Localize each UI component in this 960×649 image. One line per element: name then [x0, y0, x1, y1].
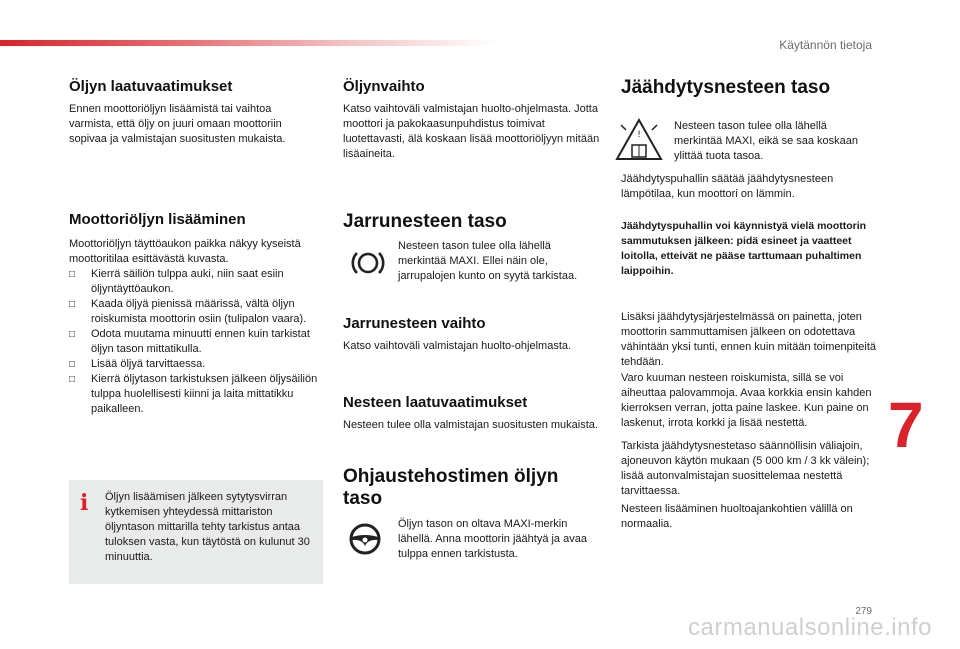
oil-quality-heading: Öljyn laatuvaatimukset: [69, 78, 233, 95]
info-icon: i: [80, 490, 89, 516]
list-item: □ Lisää öljyä tarvittaessa.: [69, 357, 319, 372]
chapter-number: 7: [888, 389, 924, 461]
oil-adding-heading: Moottoriöljyn lisääminen: [69, 211, 246, 228]
fluid-quality-section: [343, 394, 601, 433]
oil-adding-steps: [69, 267, 319, 417]
oil-change-heading: Öljynvaihto: [343, 78, 425, 95]
section-title: Käytännön tietoja: [779, 38, 872, 52]
fluid-quality-heading: Nesteen laatuvaatimukset: [343, 394, 528, 411]
coolant-paragraph-1: Jäähdytyspuhallin säätää jäähdytysnesteen lämpötilaa, kun moottori on lämmin.: [621, 173, 834, 200]
oil-adding-section: [69, 211, 319, 417]
list-item: □ Kaada öljyä pienissä määrissä, vältä öljyn roiskumista moottorin osiin (tulipalon vaara).: [69, 297, 319, 327]
page-number: 279: [855, 606, 872, 617]
list-item: □ Kierrä öljytason tarkistuksen jälkeen öljysäiliön tulppa huolellisesti kiinni ja laita mittatikku paikalleen.: [69, 372, 319, 417]
brake-warning-icon: [351, 248, 385, 283]
brake-change-text: Katso vaihtoväli valmistajan huolto-ohjelmasta.: [343, 340, 572, 352]
steering-section: [343, 466, 601, 510]
steering-wheel-icon: [348, 522, 382, 561]
oil-quality-text: Ennen moottoriöljyn lisäämistä tai vaihtoa varmista, että öljy on juuri omaan moottoriin sopivaa ja valmistajan suositusten mukaista.: [69, 103, 286, 145]
coolant-warning-icon: [614, 117, 664, 170]
oil-adding-intro: Moottoriöljyn täyttöaukon paikka näkyy kyseistä moottoritilaa esittävästä kuvasta.: [69, 238, 301, 265]
info-box: [69, 480, 323, 584]
fluid-quality-text: Nesteen tulee olla valmistajan suositusten mukaista.: [343, 419, 598, 431]
coolant-warning: Jäähdytyspuhallin voi käynnistyä vielä moottorin sammutuksen jälkeen: pidä esineet ja vaatteet loitolla, etteivät ne pääse tarttumaan puhaltimen laippoihin.: [621, 220, 867, 277]
brake-level-section: [343, 211, 601, 233]
coolant-paragraph-4: Tarkista jäähdytysnestetaso säännöllisin väliajoin, ajoneuvon käytön mukaan (5 000 km / 3 kk välein); lisää autonvalmistajan suosittelemaa nestettä tarvittaessa.: [621, 440, 870, 497]
coolant-paragraph-2: Lisäksi jäähdytysjärjestelmässä on painetta, joten moottorin sammuttamisen jälkeen on odotettava vähintään yksi tunti, ennen kuin mitään toimenpiteitä tehdään.: [621, 311, 876, 368]
coolant-heading: Jäähdytysnesteen taso: [621, 77, 831, 98]
brake-level-text: Nesteen tason tulee olla lähellä merkintää MAXI. Ellei näin ole, jarrupalojen kunto on syytä tarkistaa.: [398, 240, 578, 282]
coolant-section: [621, 77, 879, 99]
oil-change-text: Katso vaihtoväli valmistajan huolto-ohjelmasta. Jotta moottori ja pakokaasunpuhdistus toimivat luotettavasti, älä koskaan lisää moottoriöljyyn mitään lisäaineita.: [343, 103, 600, 160]
header-accent-bar: [0, 40, 500, 46]
column-1: [69, 78, 319, 147]
brake-level-heading: Jarrunesteen taso: [343, 211, 507, 232]
watermark: carmanualsonline.info: [688, 614, 932, 641]
info-text: Öljyn lisäämisen jälkeen sytytysvirran kytkemisen yhteydessä mittariston öljyntason mittarilla tehty tarkistus antaa tuloksen vasta, kun täytöstä on kulunut 30 minuuttia.: [105, 491, 310, 563]
column-2: [343, 78, 601, 162]
brake-change-section: [343, 315, 601, 354]
svg-text:!: !: [637, 130, 641, 140]
coolant-paragraph-5: Nesteen lisääminen huoltoajankohtien välillä on normaalia.: [621, 503, 853, 530]
steering-heading: Ohjaustehostimen öljyn taso: [343, 466, 559, 509]
brake-change-heading: Jarrunesteen vaihto: [343, 315, 486, 332]
list-item: □ Odota muutama minuutti ennen kuin tarkistat öljyn tason mittatikulla.: [69, 327, 319, 357]
coolant-paragraph-3: Varo kuuman nesteen roiskumista, sillä se voi aiheuttaa palovammoja. Avaa korkkia ensin kahden kierroksen verran, jotta paine laskee. Kun paine on laskenut, irrota korkki ja lisää nestettä.: [621, 372, 872, 429]
steering-text: Öljyn tason on oltava MAXI-merkin lähellä. Anna moottorin jäähtyä ja avaa tulppa ennen tarkistusta.: [398, 518, 587, 560]
list-item: □ Kierrä säiliön tulppa auki, niin saat esiin öljyntäyttöaukon.: [69, 267, 319, 297]
coolant-icon-text: Nesteen tason tulee olla lähellä merkintää MAXI, eikä se saa koskaan ylittää tuota tasoa.: [674, 120, 859, 162]
